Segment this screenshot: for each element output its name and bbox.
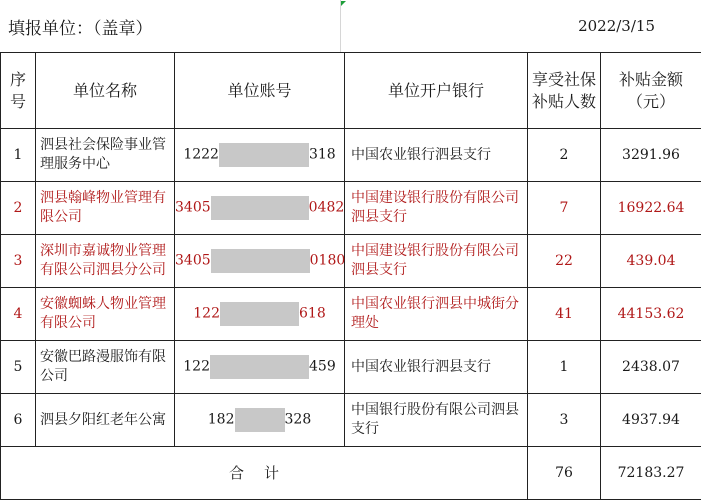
- row-index: 5: [1, 341, 36, 394]
- insured-count: 7: [528, 182, 601, 235]
- unit-name: 泗县夕阳红老年公寓: [36, 394, 175, 447]
- row-index: 4: [1, 288, 36, 341]
- account-prefix: 3405: [175, 200, 211, 216]
- row-index: 1: [1, 129, 36, 182]
- bank-name: 中国农业银行泗县支行: [345, 341, 528, 394]
- cell-marker: [341, 1, 346, 6]
- redaction-block: [210, 355, 309, 379]
- insured-count: 3: [528, 394, 601, 447]
- account-prefix: 122: [183, 359, 210, 375]
- redaction-block: [211, 249, 310, 273]
- account-number: [175, 129, 345, 182]
- total-count: 76: [528, 447, 601, 500]
- account-suffix: 0180: [310, 253, 346, 269]
- subsidy-amount: 4937.94: [601, 394, 701, 447]
- insured-count: 1: [528, 341, 601, 394]
- subsidy-table: [0, 52, 701, 500]
- account-number: [175, 341, 345, 394]
- table-row: [1, 394, 701, 447]
- total-row: [1, 447, 701, 500]
- total-amount: 72183.27: [601, 447, 701, 500]
- total-label: 合计: [1, 447, 528, 500]
- report-date: 2022/3/15: [340, 0, 701, 52]
- unit-name: 安徽蜘蛛人物业管理有限公司: [36, 288, 175, 341]
- col-header-amount: 补贴金额（元）: [601, 53, 701, 129]
- insured-count: 22: [528, 235, 601, 288]
- account-suffix: 618: [299, 306, 326, 322]
- insured-count: 2: [528, 129, 601, 182]
- subsidy-amount: 44153.62: [601, 288, 701, 341]
- account-prefix: 1222: [183, 147, 219, 163]
- account-prefix: 182: [208, 412, 235, 428]
- account-suffix: 328: [285, 412, 312, 428]
- redaction-block: [219, 143, 309, 167]
- account-suffix: 318: [309, 147, 336, 163]
- unit-name: 泗县翰峰物业管理有限公司: [36, 182, 175, 235]
- table-row: [1, 288, 701, 341]
- redaction-block: [211, 196, 309, 220]
- bank-name: 中国农业银行泗县支行: [345, 129, 528, 182]
- subsidy-amount: 3291.96: [601, 129, 701, 182]
- table-row: [1, 235, 701, 288]
- redaction-block: [220, 302, 299, 326]
- col-header-index: 序号: [1, 53, 36, 129]
- col-header-name: 单位名称: [36, 53, 175, 129]
- filler-label: 填报单位：（盖章）: [0, 0, 340, 52]
- account-number: [175, 288, 345, 341]
- table-header-row: [1, 53, 701, 129]
- table-row: [1, 341, 701, 394]
- table-row: [1, 182, 701, 235]
- row-index: 3: [1, 235, 36, 288]
- bank-name: 中国建设银行股份有限公司泗县支行: [345, 235, 528, 288]
- account-number: [175, 182, 345, 235]
- subsidy-amount: 2438.07: [601, 341, 701, 394]
- bank-name: 中国建设银行股份有限公司泗县支行: [345, 182, 528, 235]
- account-suffix: 0482: [309, 200, 345, 216]
- bank-name: 中国银行股份有限公司泗县支行: [345, 394, 528, 447]
- unit-name: 安徽巴路漫服饰有限公司: [36, 341, 175, 394]
- unit-name: 深圳市嘉诚物业管理有限公司泗县分公司: [36, 235, 175, 288]
- redaction-block: [235, 408, 285, 432]
- account-suffix: 459: [309, 359, 336, 375]
- account-number: [175, 235, 345, 288]
- col-header-bank: 单位开户银行: [345, 53, 528, 129]
- row-index: 6: [1, 394, 36, 447]
- unit-name: 泗县社会保险事业管理服务中心: [36, 129, 175, 182]
- bank-name: 中国农业银行泗县中城街分理处: [345, 288, 528, 341]
- subsidy-amount: 16922.64: [601, 182, 701, 235]
- account-prefix: 3405: [175, 253, 211, 269]
- row-index: 2: [1, 182, 36, 235]
- subsidy-amount: 439.04: [601, 235, 701, 288]
- col-header-count: 享受社保补贴人数: [528, 53, 601, 129]
- account-prefix: 122: [193, 306, 220, 322]
- insured-count: 41: [528, 288, 601, 341]
- account-number: [175, 394, 345, 447]
- table-row: [1, 129, 701, 182]
- col-header-account: 单位账号: [175, 53, 345, 129]
